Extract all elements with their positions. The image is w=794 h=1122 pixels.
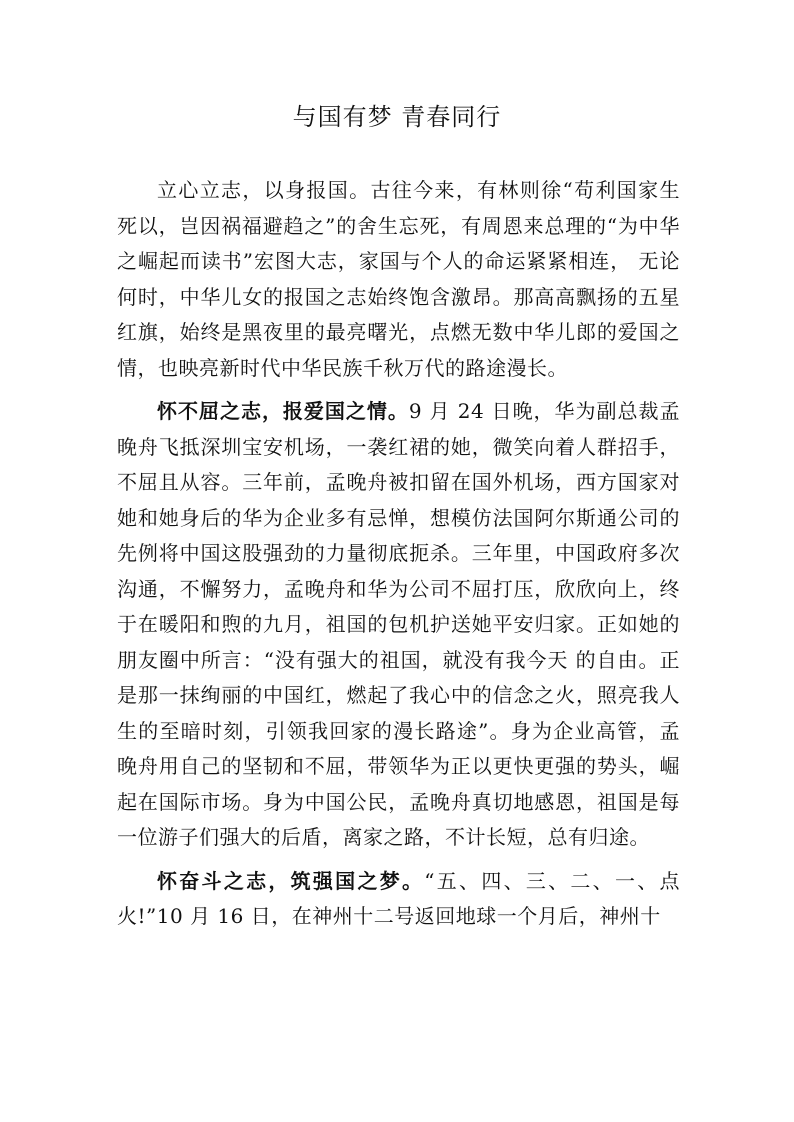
- paragraph-intro-text: 立心立志，以身报国。古往今来，有林则徐“苟利国家生死以，岂因祸福避趋之”的舍生忘死，有周恩来总理的“为中华之崛起而读书”宏图大志，家国与个人的命运紧紧相连， 无论何时，中华儿女的报国之志始终饱含激昂。那高高飘扬的五星红旗，始终是黑夜里的最亮曙光，点燃无数中华儿郎的爱国之情，也映亮新时代中华民族千秋万代的路途漫长。: [117, 178, 680, 380]
- paragraph-perseverance: [117, 394, 680, 856]
- paragraph-striving-heading: 怀奋斗之志，筑强国之梦。: [157, 868, 425, 893]
- paragraph-perseverance-text: 9 月 24 日晚，华为副总裁孟晚舟飞抵深圳宝安机场，一袭红裙的她，微笑向着人群招手，不屈且从容。三年前，孟晚舟被扣留在国外机场，西方国家对她和她身后的华为企业多有忌惮，想模仿法国阿尔斯通公司的先例将中国这股强劲的力量彻底扼杀。三年里，中国政府多次沟通，不懈努力，孟晚舟和华为公司不屈打压，欣欣向上，终于在暖阳和煦的九月，祖国的包机护送她平安归家。正如她的朋友圈中所言：“没有强大的祖国，就没有我今天 的自由。正是那一抹绚丽的中国红，燃起了我心中的信念之火，照亮我人生的至暗时刻，引领我回家的漫长路途”。身为企业高管，孟晚舟用自己的坚韧和不屈，带领华为正以更快更强的势头，崛起在国际市场。身为中国公民，孟晚舟真切地感恩，祖国是每一位游子们强大的后盾，离家之路，不计长短，总有归途。: [117, 399, 680, 849]
- document-body: [117, 173, 680, 935]
- paragraph-intro: [117, 173, 680, 386]
- paragraph-perseverance-heading: 怀不屈之志，报爱国之情。: [157, 399, 409, 423]
- paragraph-striving-text: “五、四、三、二、一、点火!”10 月 16 日，在神州十二号返回地球一个月后，神州十: [117, 868, 681, 928]
- document-title: 与国有梦 青春同行: [292, 103, 502, 131]
- paragraph-striving: [117, 864, 680, 935]
